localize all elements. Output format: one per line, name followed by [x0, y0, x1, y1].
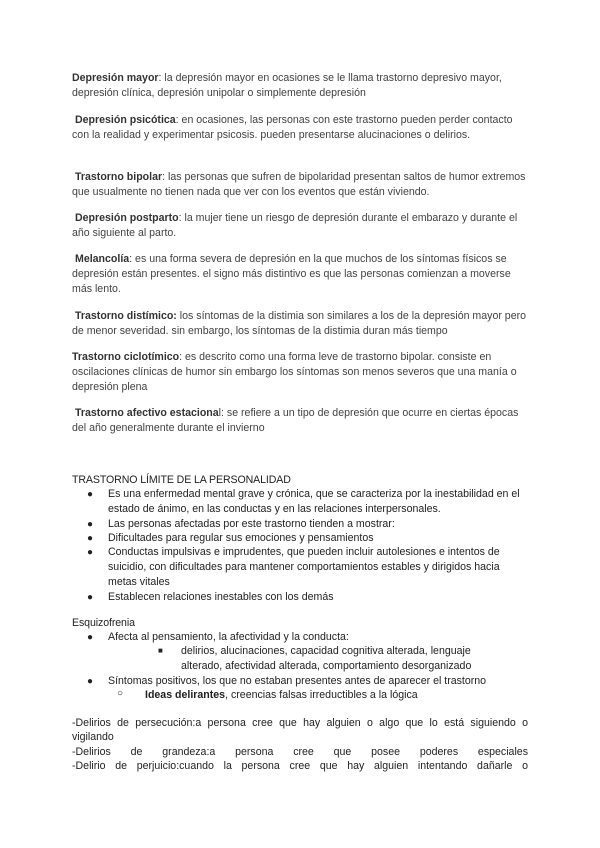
delirio-persecucion-line: -Delirios de persecución:a persona cree que hay alguien o algo que lo está siguiendo o	[72, 717, 528, 729]
ideas-delirantes-text: , creencias falsas irreductibles a la lógica	[225, 689, 418, 701]
melancolia-paragraph	[72, 252, 532, 297]
term-description: : la mujer tiene un riesgo de depresión durante el embarazo y durante el año siguiente al parto.	[72, 212, 518, 239]
delirio-perjuicio-line: -Delirio de perjuicio:cuando la persona cree que hay alguien intentando dañarle o	[72, 760, 528, 772]
depresion-mayor-paragraph	[72, 71, 532, 101]
ideas-delirantes-term: Ideas delirantes	[145, 689, 226, 701]
esquizofrenia-bullet-2: Síntomas positivos, los que no estaban presentes antes de aparecer el trastorno	[108, 675, 487, 687]
depresion-postparto-paragraph	[72, 211, 532, 241]
term-description: los síntomas de la distimia son similares a los de la depresión mayor pero de menor severidad. sin embargo, los síntomas de la distimia duran más tiempo	[72, 310, 527, 337]
term-description: : en ocasiones, las personas con este trastorno pueden perder contacto con la realidad y experimentar psicosis. pueden presentarse alucinaciones o delirios.	[72, 114, 513, 141]
tlp-heading: TRASTORNO LÍMITE DE LA PERSONALIDAD	[72, 474, 291, 486]
bullet-icon: ●	[87, 632, 94, 643]
tlp-bullet-4: Conductas impulsivas e imprudentes, que pueden incluir autolesiones e intentos de suicidio, con dificultades para mantener comportamientos estables y dirigidos hacia metas vitales	[108, 546, 500, 588]
tlp-bullet-2: Las personas afectadas por este trastorno tienden a mostrar:	[108, 518, 395, 530]
circle-bullet-icon: ○	[117, 688, 124, 699]
esquizofrenia-sub-2	[145, 688, 525, 703]
term-label: Trastorno ciclotímico	[72, 351, 180, 363]
esquizofrenia-sub-1: delirios, alucinaciones, capacidad cognitiva alterada, lenguaje alterado, afectividad alterada, comportamiento desorganizado	[181, 645, 472, 672]
delirio-grandeza-line: -Delirios de grandeza:a persona cree que posee poderes especiales	[72, 746, 528, 758]
trastorno-afectivo-estacional-paragraph	[72, 406, 532, 436]
term-label: Depresión psicótica	[75, 114, 176, 126]
bullet-icon: ●	[87, 519, 94, 530]
term-description: : es descrito como una forma leve de trastorno bipolar. consiste en oscilaciones clínicas de humor sin embargo los síntomas son menos severos que una manía o depresión plena	[72, 351, 517, 393]
bullet-icon: ●	[87, 592, 94, 603]
trastorno-distimico-paragraph	[72, 309, 532, 339]
bullet-icon: ●	[87, 533, 94, 544]
bullet-icon: ●	[87, 489, 94, 500]
term-label: Trastorno bipolar	[75, 171, 163, 183]
delirio-persecucion-continuation: vigilando	[72, 731, 114, 743]
term-description: : la depresión mayor en ocasiones se le llama trastorno depresivo mayor, depresión clínica, depresión unipolar o simplemente depresión	[72, 72, 502, 99]
square-bullet-icon: ■	[158, 646, 163, 655]
term-description: : las personas que sufren de bipolaridad presentan saltos de humor extremos que usualmente no tienen nada que ver con los eventos que están viviendo.	[72, 171, 526, 198]
trastorno-ciclotimico-paragraph	[72, 350, 532, 395]
trastorno-bipolar-paragraph	[72, 170, 532, 200]
esquizofrenia-heading: Esquizofrenia	[72, 617, 135, 629]
term-label: Depresión mayor	[72, 72, 159, 84]
term-label: Trastorno afectivo estaciona	[75, 407, 219, 419]
term-label: Depresión postparto	[75, 212, 179, 224]
tlp-bullet-5: Establecen relaciones inestables con los demás	[108, 591, 334, 603]
term-label: Melancolía	[75, 253, 130, 265]
bullet-icon: ●	[87, 676, 94, 687]
esquizofrenia-bullet-1: Afecta al pensamiento, la afectividad y la conducta:	[108, 631, 349, 643]
tlp-bullet-3: Dificultades para regular sus emociones y pensamientos	[108, 532, 374, 544]
bullet-icon: ●	[87, 547, 94, 558]
tlp-bullet-1: Es una enfermedad mental grave y crónica, que se caracteriza por la inestabilidad en el estado de ánimo, en las conductas y en las relaciones interpersonales.	[108, 488, 520, 515]
term-description: : es una forma severa de depresión en la que muchos de los síntomas físicos se depresión están presentes. el signo más distintivo es que las personas comienzan a moverse más lento.	[72, 253, 511, 295]
term-description: l: se refiere a un tipo de depresión que ocurre en ciertas épocas del año generalmente durante el invierno	[72, 407, 519, 434]
depresion-psicotica-paragraph	[72, 113, 532, 143]
term-label: Trastorno distímico:	[75, 310, 177, 322]
